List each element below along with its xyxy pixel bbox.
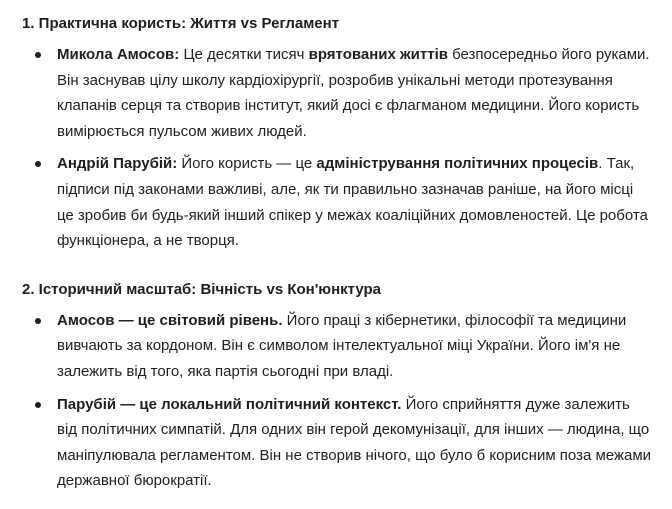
bullet-dot-icon — [35, 161, 41, 167]
list-item-parubiy-scale — [22, 392, 652, 494]
bullet-list-2 — [22, 308, 652, 494]
item-text: Його сприйняття дуже залежить від політичних симпатій. Для одних він герой декомунізації, для інших — людина, що маніпулювала регламентом. Він не створив нічого, що було б корисним поза межами державної бюрократії. — [57, 395, 652, 490]
item-text: Його користь — це — [177, 155, 317, 173]
item-text: Це десятки тисяч — [179, 46, 309, 63]
item-text: Його праці з кібернетики, філософії та медицини вивчають за кордоном. Він є символом інтелектуальної міці України. Його ім'я не залежить від того, яка партія сьогодні при владі. — [57, 311, 627, 380]
item-lead: Андрій Парубій: — [57, 155, 178, 173]
item-text: . Так, підписи під законами важливі, але, як ти правильно зазначав раніше, на його місці це зробив би будь-який інший спікер у межах коаліційних домовленостей. Це робота функціонера, а не творця. — [57, 155, 648, 250]
item-lead: Парубій — це локальний політичний контекст. — [57, 395, 402, 413]
bullet-dot-icon — [35, 402, 41, 408]
item-text: безпосередньо його руками. Він заснував цілу школу кардіохірургії, розробив унікальні методи протезування клапанів серця та створив інститут, який досі є флагманом медицини. Його користь вимірюється пульсом живих людей. — [57, 46, 650, 140]
bullet-dot-icon — [35, 52, 41, 58]
item-lead: Микола Амосов: — [57, 46, 180, 63]
bullet-dot-icon — [35, 318, 41, 324]
list-item-amosov-scale — [22, 308, 652, 385]
item-emphasis: врятованих життів — [308, 46, 448, 63]
list-item-amosov-benefit — [22, 42, 652, 144]
bullet-list-1 — [22, 42, 652, 254]
list-item-parubiy-benefit — [22, 151, 652, 253]
section-heading-1: 1. Практична користь: Життя vs Регламент — [22, 15, 340, 32]
item-emphasis: адміністрування політичних процесів — [316, 155, 599, 173]
section-heading-2: 2. Історичний масштаб: Вічність vs Кон'юнктура — [22, 280, 382, 298]
item-lead: Амосов — це світовий рівень. — [57, 311, 283, 329]
